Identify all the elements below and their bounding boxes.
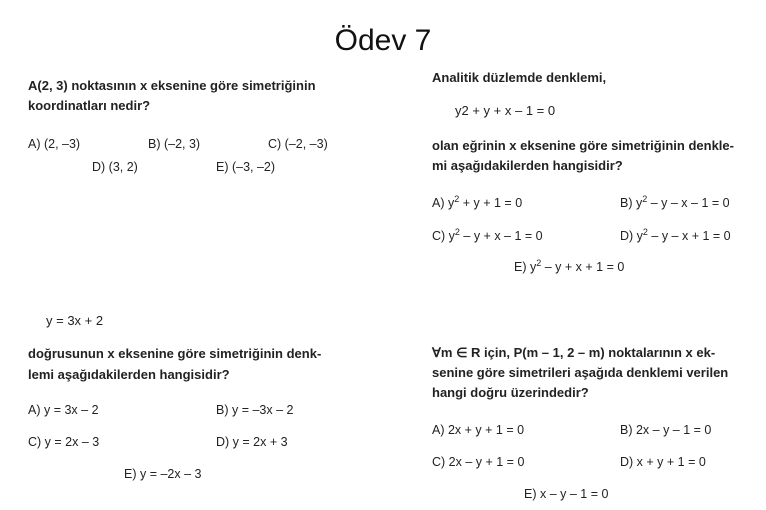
- q2-equation: y2 + y + x – 1 = 0: [455, 103, 556, 118]
- q4-option-c: C) 2x – y + 1 = 0: [432, 455, 525, 469]
- q3-equation: y = 3x + 2: [46, 313, 104, 328]
- q2-option-b: B) $y^2 - y - x - 1 = 0$: [620, 194, 730, 211]
- q4-option-a: A) 2x + y + 1 = 0: [432, 423, 525, 437]
- q3-text-line2: lemi aşağıdakilerden hangisidir?: [28, 367, 230, 382]
- q3-option-c: C) y = 2x – 3: [28, 435, 100, 449]
- q4-text-line3: hangi doğru üzerindedir?: [432, 385, 589, 400]
- q1-option-b: B) (–2, 3): [148, 137, 201, 151]
- q1-option-c: C) (–2, –3): [268, 137, 328, 151]
- q3-text-line1: doğrusunun x eksenine göre simetriğinin denk-: [28, 346, 322, 361]
- q2-text-line2: mi aşağıdakilerden hangisidir?: [432, 158, 623, 173]
- q3-option-a: A) y = 3x – 2: [28, 403, 99, 417]
- q2-option-c: C) $y^2 - y + x - 1 = 0$: [432, 227, 543, 244]
- q3-option-e: E) y = –2x – 3: [124, 467, 202, 481]
- q1-option-a: A) (2, –3): [28, 137, 81, 151]
- q3-option-d: D) y = 2x + 3: [216, 435, 288, 449]
- q1-text-line2: koordinatları nedir?: [28, 98, 151, 113]
- q2-intro: Analitik düzlemde denklemi,: [432, 70, 607, 85]
- q2-text-line1: olan eğrinin x eksenine göre simetriğinin denkle-: [432, 138, 734, 153]
- q4-text-line2: senine göre simetrileri aşağıda denklemi verilen: [432, 365, 729, 380]
- q2-option-a: A) $y^2 + y + 1 = 0$: [432, 194, 523, 211]
- q3-option-b: B) y = –3x – 2: [216, 403, 294, 417]
- q4-option-b: B) 2x – y – 1 = 0: [620, 423, 712, 437]
- q2-option-d: D) $y^2 - y - x + 1 = 0$: [620, 227, 731, 244]
- q4-option-e: E) x – y – 1 = 0: [524, 487, 609, 501]
- q2-option-e: E) $y^2 - y + x + 1 = 0$: [514, 258, 625, 275]
- q1-option-e: E) (–3, –2): [216, 160, 276, 174]
- q1-text-line1: A(2, 3) noktasının x eksenine göre simetriğinin: [28, 78, 316, 93]
- q1-option-d: D) (3, 2): [92, 160, 138, 174]
- q4-text-line1: ∀m ∈ R için, P(m – 1, 2 – m) noktalarının x ek-: [432, 345, 716, 360]
- q4-option-d: D) x + y + 1 = 0: [620, 455, 706, 469]
- page-title: Ödev 7: [334, 24, 432, 57]
